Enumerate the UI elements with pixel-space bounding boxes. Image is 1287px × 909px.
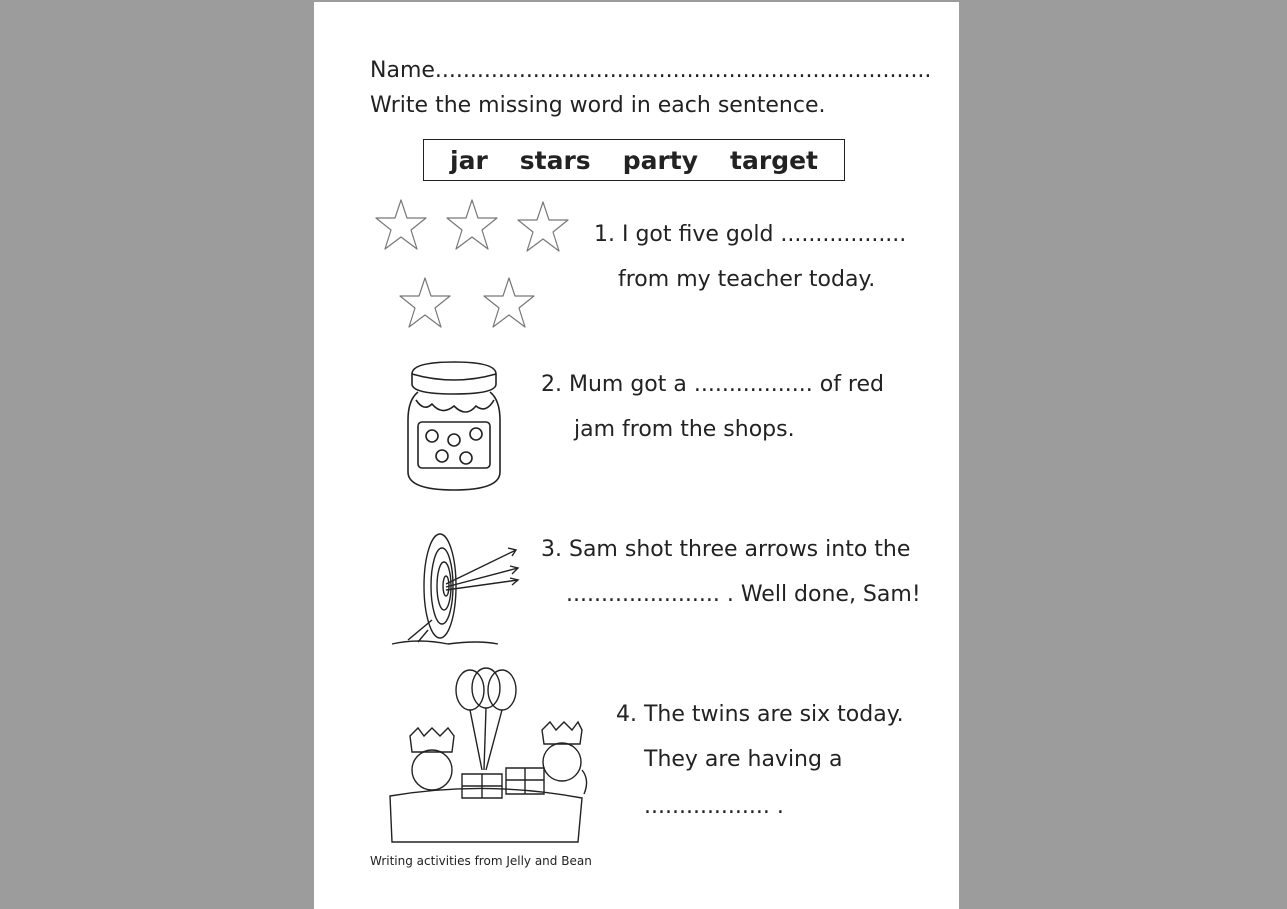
instruction-text: Write the missing word in each sentence. (370, 93, 826, 118)
question-3-line-2: ...................... . Well done, Sam! (566, 582, 921, 607)
word-bank-box (423, 139, 845, 181)
question-4-line-2: They are having a (644, 747, 843, 772)
question-2-line-2: jam from the shops. (574, 417, 795, 442)
birthday-party-picture (386, 670, 596, 845)
question-1-line-1: 1. I got five gold .................. (594, 222, 907, 247)
archery-target-picture (388, 530, 508, 650)
question-2-line-1: 2. Mum got a ................. of red (541, 372, 884, 397)
word-bank-word: party (622, 145, 699, 175)
word-bank-word: stars (519, 145, 591, 175)
worksheet-page (314, 2, 959, 909)
word-bank-word: jar (450, 145, 488, 175)
question-4-line-3: .................. . (644, 794, 784, 819)
footer-credit: Writing activities from Jelly and Bean (370, 854, 592, 868)
name-field-line: Name....................................................................... (370, 58, 932, 83)
question-1-line-2: from my teacher today. (618, 267, 876, 292)
word-bank-word: target (730, 145, 818, 175)
jam-jar-picture (402, 360, 512, 495)
question-4-line-1: 4. The twins are six today. (616, 702, 904, 727)
stars-picture (374, 200, 574, 335)
question-3-line-1: 3. Sam shot three arrows into the (541, 537, 911, 562)
